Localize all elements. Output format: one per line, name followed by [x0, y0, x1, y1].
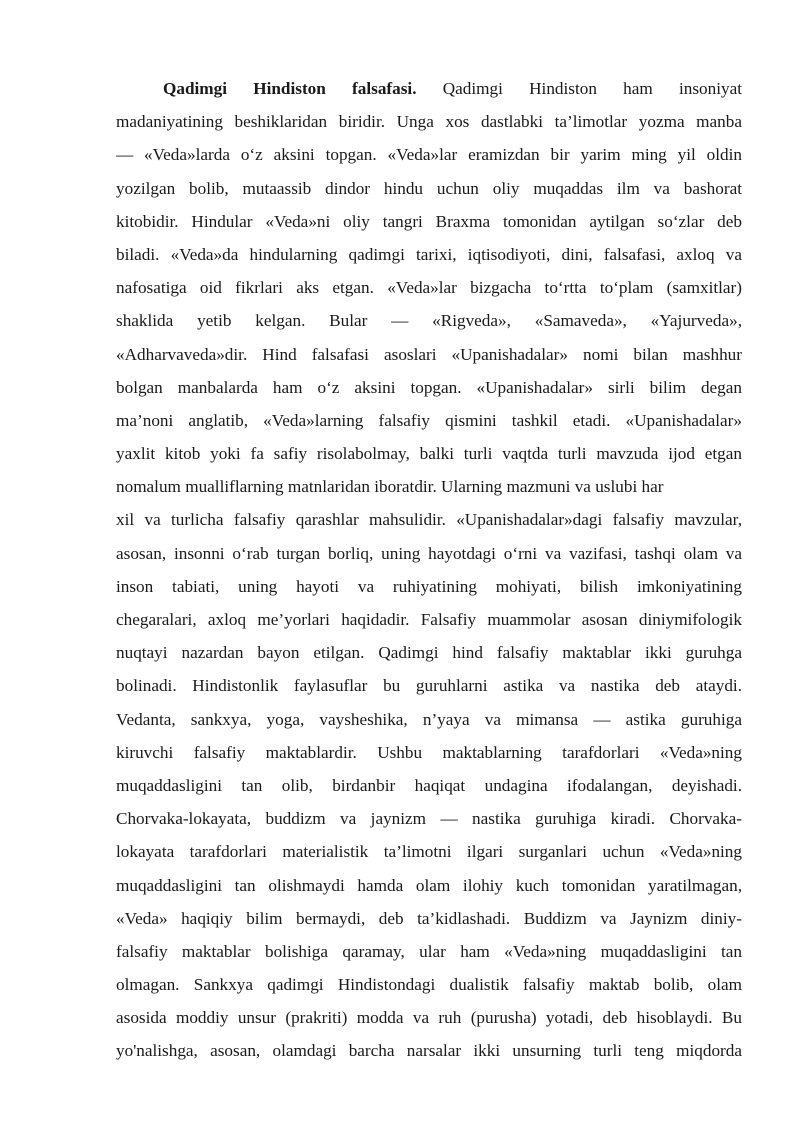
- text-line: asosida moddiy unsur (prakriti) modda va ruh (purusha) yotadi, deb hisoblaydi. Bu: [116, 1008, 742, 1028]
- text-line: bolinadi. Hindistonlik faylasuflar bu guruhlarni astika va nastika deb ataydi.: [116, 676, 742, 696]
- text-line: shaklida yetib kelgan. Bular — «Rigveda», «Samaveda», «Yajurveda»,: [116, 311, 742, 331]
- text-line: falsafiy maktablar bolishiga qaramay, ular ham «Veda»ning muqaddasligini tan: [116, 941, 742, 961]
- text-line: yaxlit kitob yoki fa safiy risolabolmay, balki turli vaqtda turli mavzuda ijod etgan: [116, 444, 742, 464]
- section-heading: Qadimgi Hindiston falsafasi.: [163, 79, 417, 98]
- text-line: «Adharvaveda»dir. Hind falsafasi asoslari «Upanishadalar» nomi bilan mashhur: [116, 344, 742, 364]
- text-line: Vedanta, sankxya, yoga, vaysheshika, n’yaya va mimansa — astika guruhiga: [116, 709, 742, 729]
- text-line: xil va turlicha falsafiy qarashlar mahsulidir. «Upanishadalar»dagi falsafiy mavzular,: [116, 510, 742, 530]
- text-line-1-rest: Qadimgi Hindiston ham insoniyat: [416, 79, 743, 98]
- text-line: yozilgan bolib, mutaassib dindor hindu uchun oliy muqaddas ilm va bashorat: [116, 178, 742, 198]
- text-line: «Veda» haqiqiy bilim bermaydi, deb ta’kidlashadi. Buddizm va Jaynizm diniy-: [116, 908, 742, 928]
- text-line: kiruvchi falsafiy maktablardir. Ushbu maktablarning tarafdorlari «Veda»ning: [116, 742, 742, 762]
- body-text: [116, 72, 742, 1068]
- text-line: inson tabiati, uning hayoti va ruhiyatining mohiyati, bilish imkoniyatining: [116, 576, 742, 596]
- text-line: nafosatiga oid fikrlari aks etgan. «Veda»lar bizgacha to‘rtta to‘plam (samxitlar): [116, 278, 742, 298]
- text-line: nuqtayi nazardan bayon etilgan. Qadimgi hind falsafiy maktablar ikki guruhga: [116, 643, 742, 663]
- text-line: bolgan manbalarda ham o‘z aksini topgan. «Upanishadalar» sirli bilim degan: [116, 377, 742, 397]
- text-line: muqaddasligini tan olib, birdanbir haqiqat undagina ifodalangan, deyishadi.: [116, 775, 742, 795]
- text-line-1: [116, 72, 742, 105]
- text-line: ma’noni anglatib, «Veda»larning falsafiy qismini tashkil etadi. «Upanishadalar»: [116, 410, 742, 430]
- text-line: nomalum mualliflarning matnlaridan iboratdir. Ularning mazmuni va uslubi har: [116, 477, 664, 497]
- text-line: Chorvaka-lokayata, buddizm va jaynizm — nastika guruhiga kiradi. Chorvaka-: [116, 809, 742, 829]
- text-line: muqaddasligini tan olishmaydi hamda olam ilohiy kuch tomonidan yaratilmagan,: [116, 875, 742, 895]
- text-line: asosan, insonni o‘rab turgan borliq, uning hayotdagi o‘rni va vazifasi, tashqi olam va: [116, 543, 742, 563]
- text-line: olmagan. Sankxya qadimgi Hindistondagi dualistik falsafiy maktab bolib, olam: [116, 975, 742, 995]
- text-line: biladi. «Veda»da hindularning qadimgi tarixi, iqtisodiyoti, dini, falsafasi, axloq va: [116, 244, 742, 264]
- text-line: kitobidir. Hindular «Veda»ni oliy tangri Braxma tomonidan aytilgan so‘zlar deb: [116, 211, 742, 231]
- text-line: yo'nalishga, asosan, olamdagi barcha narsalar ikki unsurning turli teng miqdorda: [116, 1041, 742, 1061]
- text-line: chegaralari, axloq me’yorlari haqidadir. Falsafiy muammolar asosan diniymifologik: [116, 610, 742, 629]
- text-line: — «Veda»larda o‘z aksini topgan. «Veda»lar eramizdan bir yarim ming yil oldin: [116, 145, 742, 165]
- text-line: madaniyatining beshiklaridan biridir. Unga xos dastlabki ta’limotlar yozma manba: [116, 112, 742, 132]
- text-line: lokayata tarafdorlari materialistik ta’limotni ilgari surganlari uchun «Veda»ning: [116, 842, 742, 862]
